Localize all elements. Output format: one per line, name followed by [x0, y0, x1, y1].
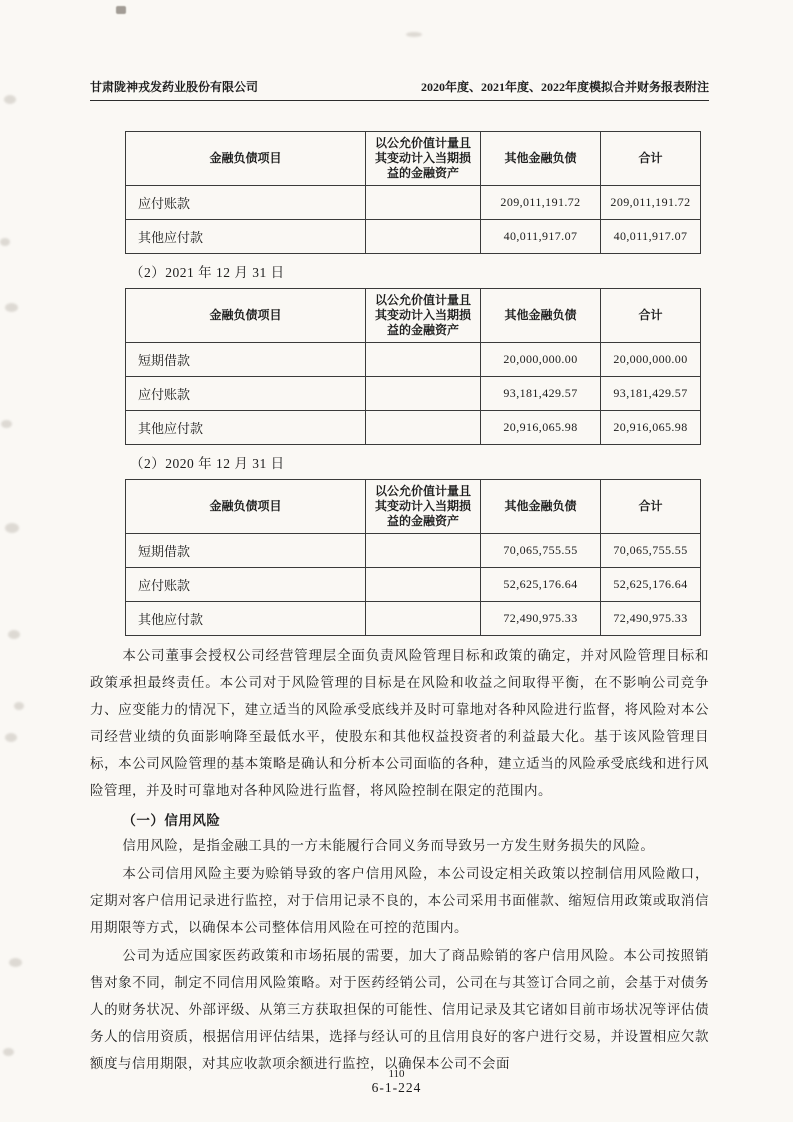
row-label-cell: 短期借款: [126, 534, 366, 568]
row-label-cell: 其他应付款: [126, 220, 366, 254]
amount-cell: 72,490,975.33: [481, 602, 601, 636]
table-header-row: [126, 132, 701, 186]
amount-cell: 209,011,191.72: [481, 186, 601, 220]
table-row: [126, 568, 701, 602]
amount-cell: 40,011,917.07: [481, 220, 601, 254]
table-row: [126, 186, 701, 220]
header-cell: 金融负债项目: [126, 132, 366, 186]
financial-liabilities-table-2020: [125, 479, 701, 636]
amount-cell-empty: [366, 534, 481, 568]
page-footer: [0, 1068, 793, 1096]
row-label-cell: 应付账款: [126, 568, 366, 602]
amount-cell-empty: [366, 602, 481, 636]
amount-cell: 40,011,917.07: [601, 220, 701, 254]
amount-cell: 70,065,755.55: [481, 534, 601, 568]
report-title: 2020年度、2021年度、2022年度模拟合并财务报表附注: [420, 80, 709, 94]
header-cell: 以公允价值计量且其变动计入当期损益的金融资产: [366, 132, 481, 186]
header-cell: 合计: [601, 480, 701, 534]
amount-cell: 70,065,755.55: [601, 534, 701, 568]
amount-cell: 52,625,176.64: [601, 568, 701, 602]
amount-cell-empty: [366, 411, 481, 445]
row-label-cell: 应付账款: [126, 186, 366, 220]
footer-book-page-number: 6-1-224: [371, 1080, 422, 1096]
amount-cell-empty: [366, 343, 481, 377]
amount-cell: 72,490,975.33: [601, 602, 701, 636]
paragraph-credit-risk-policy: 本公司信用风险主要为赊销导致的客户信用风险，本公司设定相关政策以控制信用风险敞口，定期对客户信用记录进行监控，对于信用记录不良的，本公司采用书面催款、缩短信用政策或取消信用期限等方式，以确保本公司整体信用风险在可控的范围内。: [90, 866, 709, 935]
amount-cell: 20,000,000.00: [601, 343, 701, 377]
amount-cell: 209,011,191.72: [601, 186, 701, 220]
table-header-row: [126, 480, 701, 534]
section-label-2020: （2）2020 年 12 月 31 日: [130, 456, 285, 471]
paragraph-risk-management: 本公司董事会授权公司经营管理层全面负责风险管理目标和政策的确定，并对风险管理目标和政策承担最终责任。本公司对于风险管理的目标是在风险和收益之间取得平衡，在不影响公司竞争力、应变能力的情况下，建立适当的风险承受底线并及时可靠地对各种风险进行监督，将风险对本公司经营业绩的负面影响降至最低水平，使股东和其他权益投资者的利益最大化。基于该风险管理目标，本公司风险管理的基本策略是确认和分析本公司面临的各种，建立适当的风险承受底线和进行风险管理，并及时可靠地对各种风险进行监督，将风险控制在限定的范围内。: [90, 648, 709, 798]
header-cell: 以公允价值计量且其变动计入当期损益的金融资产: [366, 480, 481, 534]
header-cell: 其他金融负债: [481, 132, 601, 186]
table-row: [126, 411, 701, 445]
amount-cell-empty: [366, 568, 481, 602]
page-header: [90, 78, 709, 101]
table-row: [126, 220, 701, 254]
header-cell: 合计: [601, 132, 701, 186]
heading-credit-risk: （一）信用风险: [122, 813, 221, 828]
table-row: [126, 534, 701, 568]
paragraph-credit-risk-definition: 信用风险，是指金融工具的一方未能履行合同义务而导致另一方发生财务损失的风险。: [122, 838, 655, 853]
row-label-cell: 其他应付款: [126, 602, 366, 636]
table-row: [126, 377, 701, 411]
header-cell: 金融负债项目: [126, 480, 366, 534]
amount-cell-empty: [366, 220, 481, 254]
header-cell: 其他金融负债: [481, 480, 601, 534]
paragraph-credit-risk-strategy: 公司为适应国家医药政策和市场拓展的需要，加大了商品赊销的客户信用风险。本公司按照销售对象不同，制定不同信用风险策略。对于医药经销公司，公司在与其签订合同之前，会基于对债务人的财务状况、外部评级、从第三方获取担保的可能性、信用记录及其它诸如目前市场状况等评估债务人的信用资质，根据信用评估结果，选择与经认可的且信用良好的客户进行交易，并设置相应欠款额度与信用期限，对其应收款项余额进行监控，以确保本公司不会面: [90, 948, 709, 1071]
table-row: [126, 343, 701, 377]
header-cell: 金融负债项目: [126, 289, 366, 343]
amount-cell: 20,916,065.98: [481, 411, 601, 445]
header-cell: 以公允价值计量且其变动计入当期损益的金融资产: [366, 289, 481, 343]
amount-cell-empty: [366, 377, 481, 411]
company-name: 甘肃陇神戎发药业股份有限公司: [90, 80, 259, 94]
financial-liabilities-table-2022: [125, 131, 701, 254]
amount-cell: 20,000,000.00: [481, 343, 601, 377]
row-label-cell: 其他应付款: [126, 411, 366, 445]
section-label-2021: （2）2021 年 12 月 31 日: [130, 265, 285, 280]
row-label-cell: 应付账款: [126, 377, 366, 411]
table-row: [126, 602, 701, 636]
footer-note-page-number: 110: [388, 1067, 405, 1080]
amount-cell-empty: [366, 186, 481, 220]
amount-cell: 93,181,429.57: [481, 377, 601, 411]
amount-cell: 52,625,176.64: [481, 568, 601, 602]
header-cell: 合计: [601, 289, 701, 343]
header-cell: 其他金融负债: [481, 289, 601, 343]
financial-liabilities-table-2021: [125, 288, 701, 445]
row-label-cell: 短期借款: [126, 343, 366, 377]
amount-cell: 20,916,065.98: [601, 411, 701, 445]
table-header-row: [126, 289, 701, 343]
amount-cell: 93,181,429.57: [601, 377, 701, 411]
